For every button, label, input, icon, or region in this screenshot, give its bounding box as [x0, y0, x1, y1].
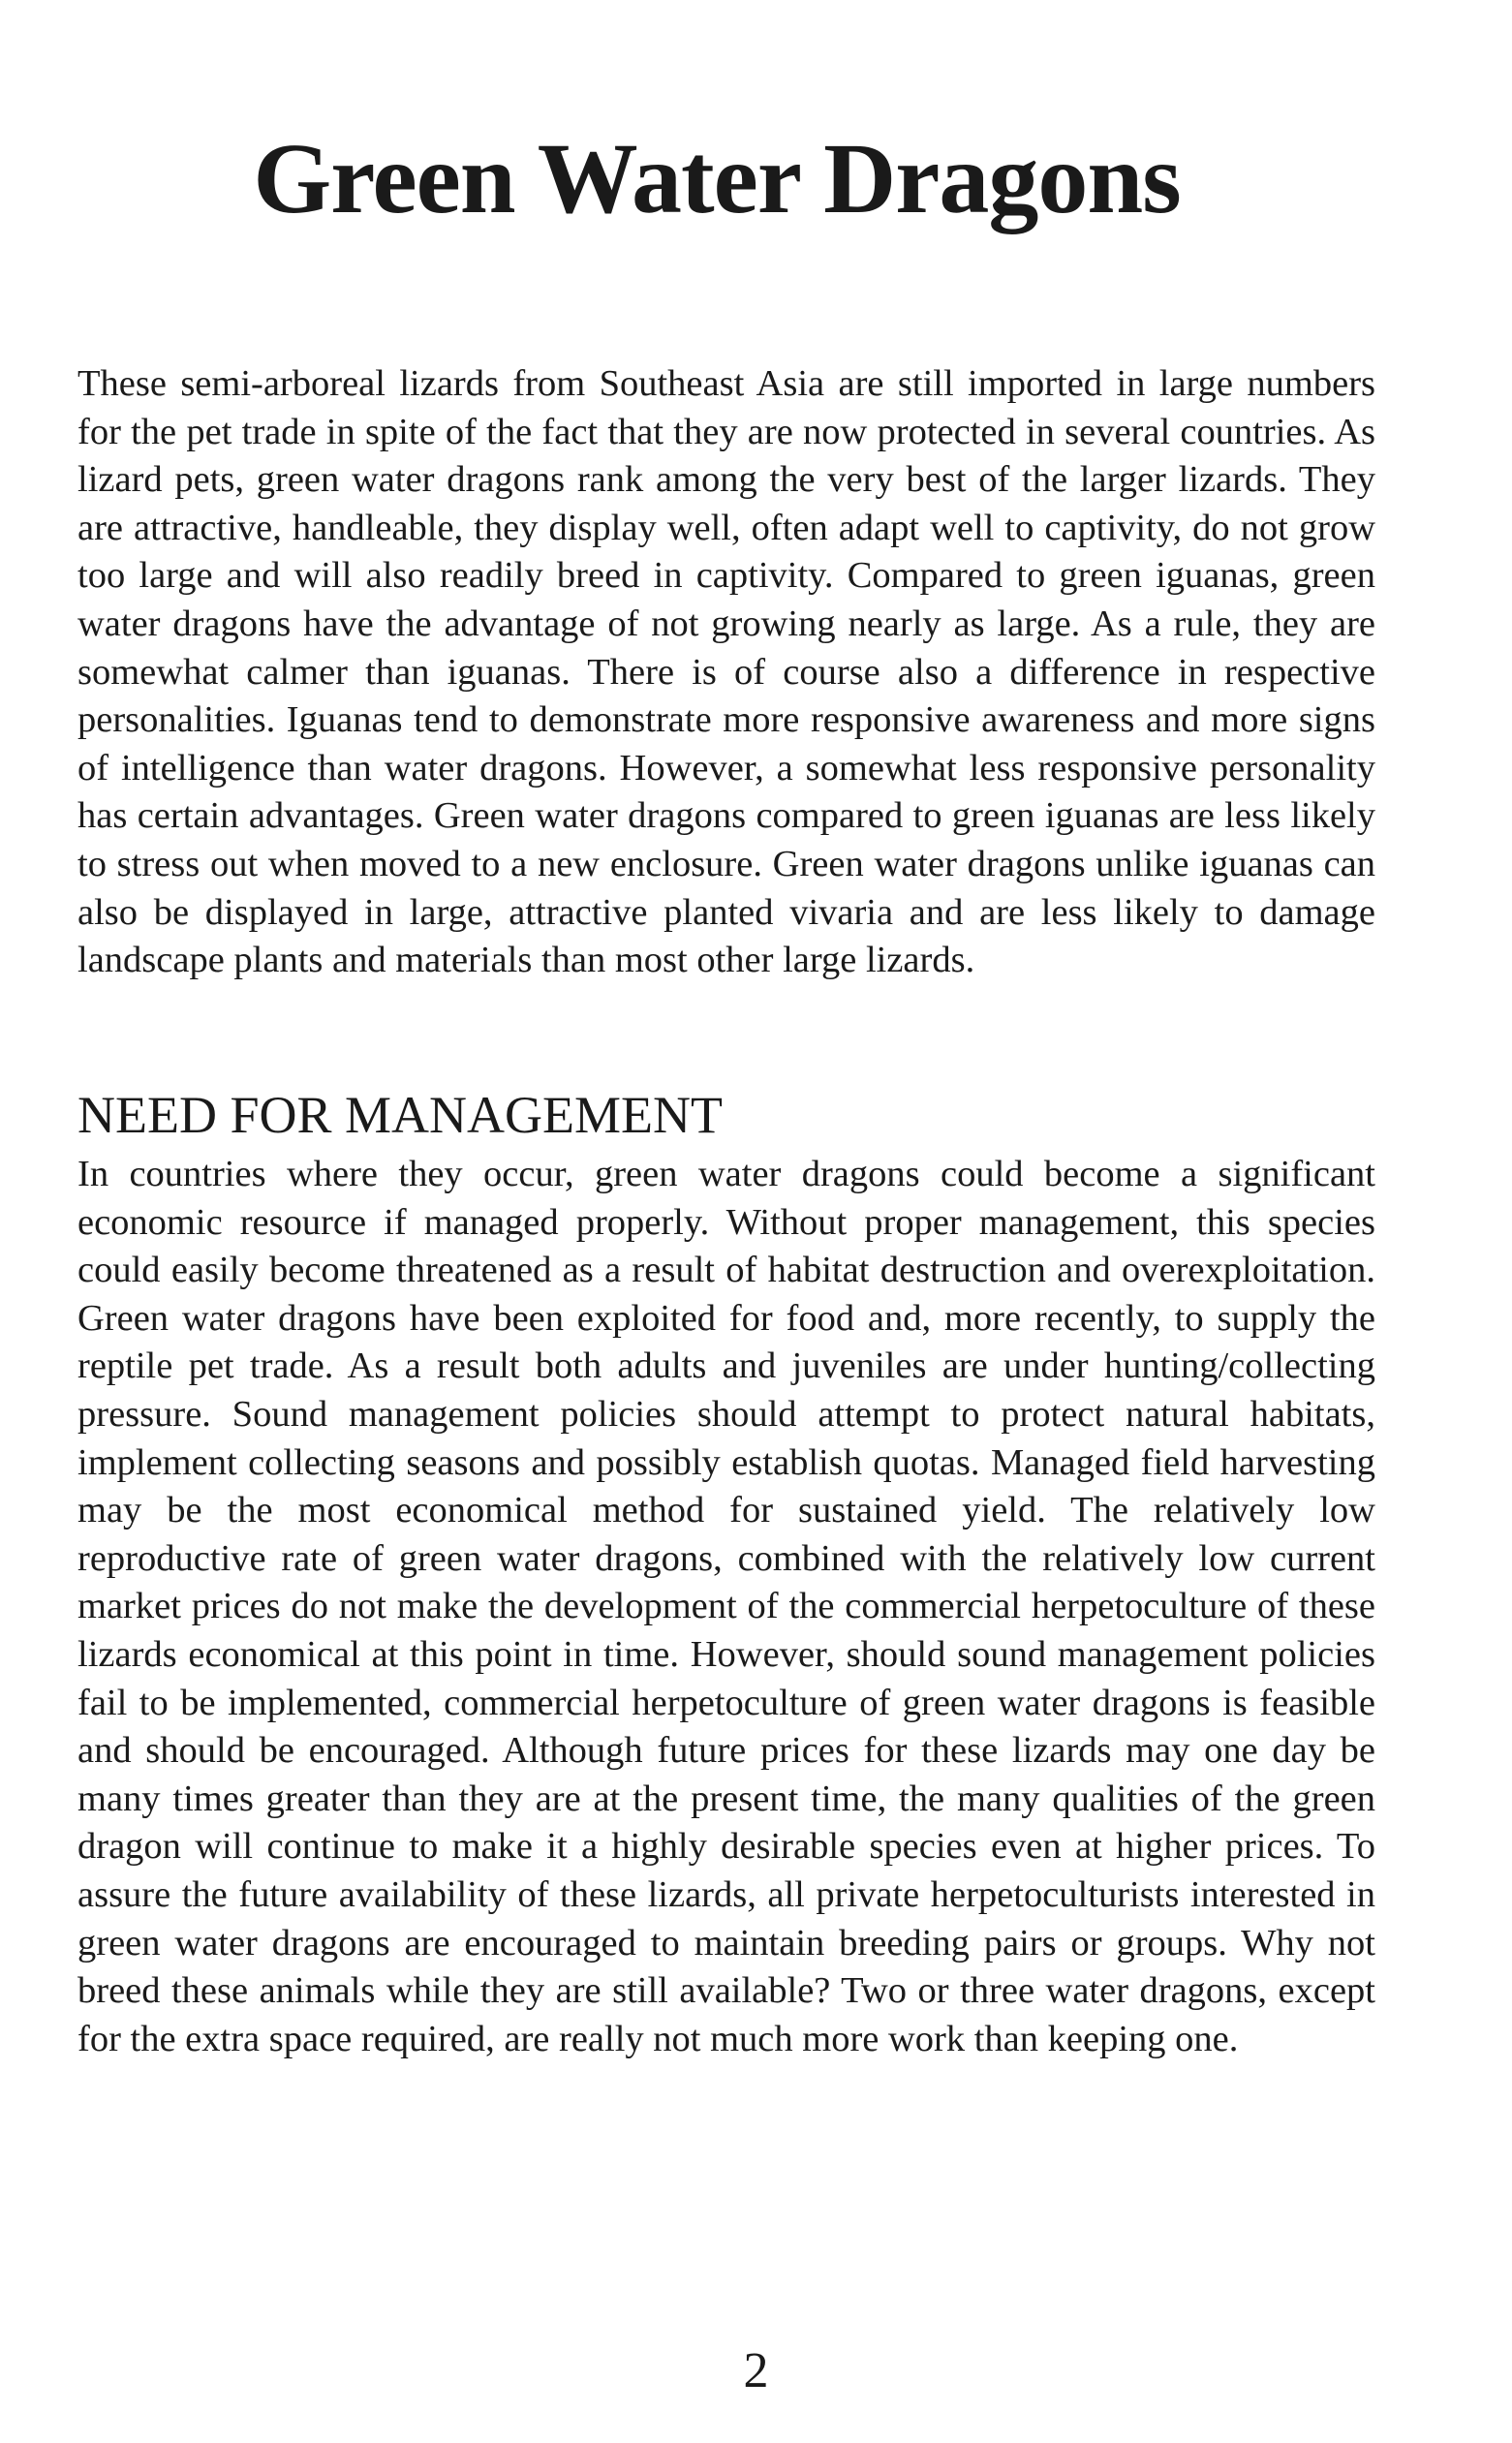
page-number: 2 — [743, 2343, 769, 2398]
page-title: Green Water Dragons — [253, 123, 1181, 234]
management-paragraph: In countries where they occur, green water dragons could become a significant economic resource if managed properly. Without proper management, this species could easily become threatened as a result of habitat destruction and overexploitation. Green water dragons have been exploited for food and, more recently, to supply the reptile pet trade. As a result both adults and juveniles are under hunting/collecting pressure. Sound management policies should attempt to protect natural habitats, implement collecting seasons and possibly establish quotas. Managed field harvesting may be the most economical method for sustained yield. The relatively low reproductive rate of green water dragons, combined with the relatively low current market prices do not make the development of the commercial herpetoculture of these lizards economical at this point in time. However, should sound management policies fail to be implemented, commercial herpetoculture of green water dragons is feasible and should be encouraged. Although future prices for these lizards may one day be many times greater than they are at the present time, the many qualities of the green dragon will continue to make it a highly desirable species even at higher prices. To assure the future availability of these lizards, all private herpetoculturists interested in green water dragons are encouraged to maintain breeding pairs or groups. Why not breed these animals while they are still available? Two or three water dragons, except for the extra space required, are really not much more work than keeping one. — [77, 1154, 1375, 2059]
intro-paragraph: These semi-arboreal lizards from Southeast Asia are still imported in large numbers for the pet trade in spite of the fact that they are now protected in several countries. As lizard pets, green water dragons rank among the very best of the larger lizards. They are attractive, handleable, they display well, often adapt well to captivity, do not grow too large and will also readily breed in captivity. Compared to green iguanas, green water dragons have the advantage of not growing nearly as large. As a rule, they are somewhat calmer than iguanas. There is of course also a difference in respective personalities. Iguanas tend to demonstrate more responsive awareness and more signs of intelligence than water dragons. However, a somewhat less responsive personality has certain advantages. Green water dragons compared to green iguanas are less likely to stress out when moved to a new enclosure. Green water dragons unlike iguanas can also be displayed in large, attractive planted vivaria and are less likely to damage landscape plants and materials than most other large lizards. — [77, 363, 1375, 981]
section-heading: NEED FOR MANAGEMENT — [77, 1086, 723, 1144]
